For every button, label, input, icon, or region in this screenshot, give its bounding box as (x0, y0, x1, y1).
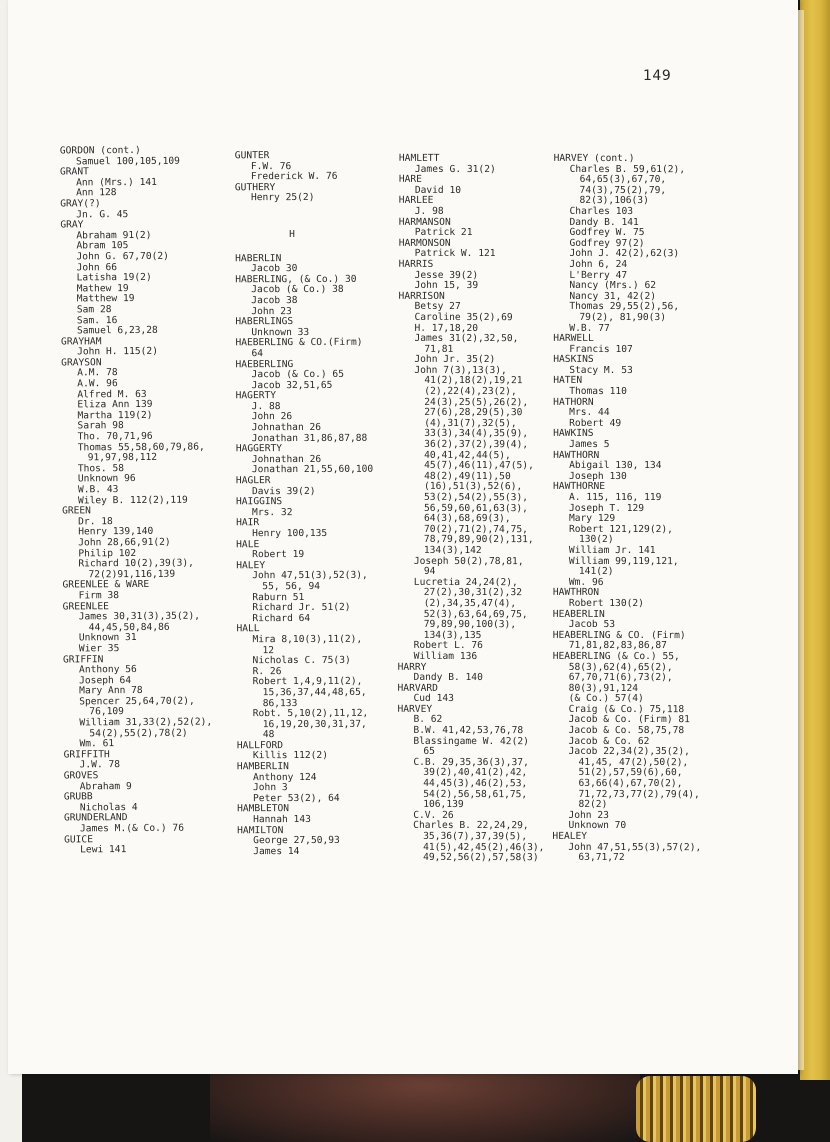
index-entry: John 66 (76, 261, 118, 273)
index-entry: Killis 112(2) (252, 750, 328, 762)
index-entry: Ann 128 (76, 187, 117, 199)
index-entry: Joseph 50(2),78,81, (413, 555, 524, 567)
index-entry: Unknown 31 (78, 632, 137, 644)
index-entry: R. 26 (252, 665, 282, 677)
index-entry: Robert 19 (252, 549, 305, 561)
index-entry: Robert 49 (569, 417, 622, 429)
index-entry: Thomas 55,58,60,79,86, (77, 441, 205, 453)
index-surname: HALLFORD (236, 739, 284, 752)
index-entry: Nicholas 4 (79, 801, 138, 814)
index-entry: Samuel 100,105,109 (75, 155, 180, 167)
index-entry: 134(3),135 (423, 629, 482, 641)
index-entry: Richard 10(2),39(3), (78, 557, 194, 570)
index-entry: Matthew 19 (76, 293, 135, 305)
index-entry: J. 98 (414, 205, 444, 217)
index-surname: HEABERLING (& Co.) 55, (552, 650, 680, 662)
index-entry: Jacob 22,34(2),35(2), (568, 746, 690, 758)
index-entry: 130(2) (578, 534, 614, 546)
index-entry: David 10 (414, 184, 462, 196)
index-entry: 52(3),63,64,69,75, (423, 608, 528, 620)
index-entry: J.W. 78 (79, 759, 121, 771)
index-column-4 (552, 154, 702, 864)
index-entry: Abraham 9 (79, 780, 132, 792)
index-surname: HATEN (553, 375, 583, 387)
index-entry: Henry 100,135 (252, 527, 328, 540)
index-entry: Charles 103 (569, 205, 634, 217)
index-surname: HAWTHORNE (553, 481, 606, 493)
index-entry: Godfrey 97(2) (569, 237, 645, 249)
index-surname: HARRISON (398, 290, 445, 302)
index-surname: HAIR (236, 517, 260, 529)
index-entry: Lewi 141 (80, 844, 127, 856)
index-entry: 64,65(3),67,70, (579, 174, 667, 186)
index-entry: Cud 143 (413, 693, 454, 705)
gold-bracelet (636, 1076, 756, 1142)
index-column-2 (235, 151, 375, 858)
index-entry: George 27,50,93 (253, 835, 340, 847)
index-entry: Robert 130(2) (568, 597, 644, 609)
index-entry: Mary 129 (568, 513, 616, 525)
index-entry: Anthony 56 (78, 664, 137, 676)
index-entry: 41(5),42,45(2),46(3), (423, 841, 545, 853)
index-entry: Mrs. 44 (569, 407, 610, 419)
index-entry: William 99,119,121, (568, 555, 679, 567)
index-surname: GROVES (63, 770, 99, 782)
index-entry: John G. 67,70(2) (76, 250, 169, 263)
index-entry: 86,133 (262, 697, 298, 709)
index-surname: HABERLINGS (235, 316, 294, 328)
index-entry: 72(2)91,116,139 (88, 568, 176, 581)
index-entry: Spencer 25,64,70(2), (79, 695, 195, 708)
index-entry: Jesse 39(2) (414, 269, 479, 281)
index-entry: Francis 107 (569, 343, 633, 355)
index-entry: Frederick W. 76 (250, 171, 338, 183)
index-entry: John 28,66,91(2) (78, 536, 171, 549)
index-entry: 65 (423, 746, 435, 758)
index-entry: Jacob & Co. 62 (568, 735, 650, 747)
index-surname: HARVARD (397, 682, 438, 694)
index-entry: 70(2),71(2),74,75, (423, 523, 528, 535)
index-entry: Charles B. 59,61(2), (569, 163, 686, 175)
index-entry: 27(2),30,31(2),32 (423, 587, 522, 599)
index-surname: HARVEY (cont.) (553, 152, 635, 165)
index-surname: HAEBERLING & CO.(Firm) (235, 337, 363, 349)
index-surname: GRAY(?) (60, 198, 101, 210)
index-entry: F.W. 76 (250, 160, 292, 172)
index-entry: Mrs. 32 (252, 506, 293, 518)
index-entry: J. 88 (251, 400, 281, 413)
index-entry: W.B. 43 (77, 484, 119, 496)
index-surname: HABERLIN (235, 252, 282, 264)
index-entry: Hannah 143 (253, 814, 311, 826)
index-entry: John 26 (251, 411, 293, 423)
index-entry: Dandy B. 141 (569, 216, 639, 228)
index-surname: GRAYHAM (60, 335, 102, 348)
index-entry: Robt. 5,10(2),11,12, (252, 707, 369, 720)
index-entry: Unknown 96 (77, 473, 136, 485)
index-surname: HALEY (236, 559, 266, 572)
index-entry: 67,70,71(6),73(2), (568, 671, 673, 684)
page-number: 149 (643, 68, 672, 84)
index-entry: 44,45,50,84,86 (88, 621, 170, 634)
index-entry: 16,19,20,30,31,37, (262, 718, 367, 730)
index-entry: Jn. G. 45 (76, 208, 129, 220)
index-entry: 80(3),91,124 (568, 682, 639, 694)
index-surname: HASKINS (553, 354, 594, 366)
index-entry: Mary Ann 78 (79, 685, 143, 697)
index-entry: H. 17,18,20 (414, 322, 479, 334)
spacer (235, 204, 372, 217)
index-entry: Johnathan 26 (251, 453, 322, 466)
index-entry: 39(2),40,41(2),42, (423, 767, 528, 779)
index-surname: HARVEY (397, 703, 433, 715)
book-cover-edge (800, 0, 830, 1080)
index-entry: Ann (Mrs.) 141 (76, 176, 157, 189)
index-entry: John 7(3),13(3), (414, 364, 507, 376)
index-entry: Dandy B. 140 (413, 671, 483, 684)
index-entry: William 136 (413, 650, 478, 662)
index-surname: GRIFFITH (63, 749, 110, 761)
index-entry: 48 (262, 729, 275, 741)
index-entry: Philip 102 (78, 547, 137, 559)
index-entry: Betsy 27 (414, 301, 461, 313)
index-entry: (2),22(4),23(2), (424, 385, 517, 398)
index-entry: A.W. 96 (77, 378, 118, 390)
index-entry: Johnathan 26 (251, 422, 322, 434)
index-entry: Jacob & Co. 58,75,78 (568, 724, 685, 737)
index-entry: B.W. 41,42,53,76,78 (413, 724, 524, 737)
index-entry: Jacob 30 (251, 263, 298, 275)
index-entry: 141(2) (578, 566, 614, 578)
index-surname: GREENLEE & WARE (62, 579, 150, 591)
index-entry: Jonathan 31,86,87,88 (251, 432, 368, 444)
index-entry: James 5 (569, 438, 610, 450)
index-surname: HAGERTY (235, 390, 277, 402)
index-entry: 41(2),18(2),19,21 (424, 375, 523, 387)
index-entry: Caroline 35(2),69 (414, 311, 513, 324)
index-entry: James 30,31(3),35(2), (78, 610, 201, 623)
index-entry: Lucretia 24,24(2), (413, 576, 518, 588)
index-entry: John 3 (252, 782, 288, 794)
index-entry: 91,97,98,112 (87, 452, 158, 464)
index-entry: Thomas 110 (569, 385, 627, 398)
index-entry: James G. 31(2) (414, 163, 496, 175)
index-entry: Jonathan 21,55,60,100 (251, 464, 374, 476)
index-entry: Samuel 6,23,28 (76, 324, 158, 337)
index-entry: Jacob (& Co.) 65 (251, 368, 344, 381)
index-surname: HARE (398, 173, 422, 186)
index-surname: HAWTHORN (553, 449, 600, 461)
index-surname: HARMANSON (398, 216, 451, 228)
index-entry: 64 (251, 348, 264, 360)
index-entry: Mathew 19 (76, 282, 129, 295)
index-entry: 51(2),57,59(6),60, (578, 767, 683, 779)
index-entry: Jacob (& Co.) 38 (251, 284, 344, 296)
index-entry: 63,71,72 (578, 852, 625, 864)
spacer (235, 217, 372, 230)
index-surname: GRAY (60, 219, 84, 231)
index-entry: Richard Jr. 51(2) (252, 601, 351, 614)
index-surname: GRUBB (63, 791, 93, 803)
index-surname: HALL (236, 623, 260, 635)
index-column-3 (397, 154, 546, 864)
index-entry: Wm. 61 (79, 738, 115, 750)
index-entry: Peter 53(2), 64 (253, 792, 340, 805)
index-entry: 45(7),46(11),47(5), (424, 460, 534, 472)
index-entry: Jacob 53 (568, 619, 616, 631)
index-surname: HAIGGINS (235, 496, 283, 508)
index-surname: GUICE (64, 833, 93, 846)
index-entry: Joseph 64 (79, 674, 132, 687)
index-entry: Robert L. 76 (413, 640, 483, 652)
index-entry: Latisha 19(2) (76, 272, 152, 284)
index-surname: GORDON (cont.) (59, 144, 141, 157)
index-entry: C.V. 26 (413, 809, 454, 821)
index-entry: 24(3),25(5),26(2), (424, 396, 529, 408)
index-entry: Sam 28 (76, 304, 112, 316)
index-surname: HAWTHRON (552, 587, 600, 599)
index-entry: Nicholas C. 75(3) (252, 654, 351, 667)
index-entry: John Jr. 35(2) (414, 354, 496, 366)
index-entry: John H. 115(2) (77, 346, 158, 358)
index-entry: 94 (423, 566, 436, 578)
index-surname: GREENLEE (62, 600, 109, 612)
index-entry: Alfred M. 63 (77, 388, 147, 401)
index-entry: B. 62 (413, 714, 443, 726)
index-entry: 82(2) (578, 799, 608, 811)
index-entry: 53(2),54(2),55(3), (424, 491, 529, 504)
index-entry: Joseph 130 (569, 470, 627, 482)
index-entry: 35,36(7),37,39(5), (423, 830, 528, 843)
index-surname: HEALEY (552, 830, 588, 842)
index-entry: Patrick W. 121 (414, 248, 496, 260)
index-entry: Henry 25(2) (250, 192, 315, 204)
index-surname: HAMBLETON (237, 803, 290, 815)
index-entry: John J. 42(2),62(3) (569, 248, 680, 260)
index-surname: HAMILTON (237, 824, 284, 836)
index-entry: 64(3),68,69(3), (423, 513, 511, 525)
index-entry: 79(2), 81,90(3) (579, 311, 666, 323)
index-surname: HABERLING, (& Co.) 30 (235, 273, 357, 285)
index-entry: 49,52,56(2),57,58(3) (423, 852, 539, 864)
index-entry: 134(3),142 (423, 544, 482, 556)
index-surname: HAEBERLING (235, 358, 294, 370)
index-entry: 71,81,82,83,86,87 (568, 640, 667, 652)
index-entry: (4),31(7),32(5), (424, 417, 517, 429)
index-surname: GRANT (59, 166, 89, 178)
index-entry: 12 (262, 644, 275, 656)
index-surname: HEABERLIN (552, 608, 605, 620)
index-entry: James M.(& Co.) 76 (79, 822, 185, 835)
index-entry: A.M. 78 (77, 367, 118, 379)
index-entry: 15,36,37,44,48,65, (262, 686, 367, 699)
index-entry: James 14 (253, 845, 300, 857)
index-entry: John 6, 24 (569, 258, 628, 270)
index-entry: Craig (& Co.) 75,118 (568, 703, 685, 715)
index-entry: Davis 39(2) (251, 485, 316, 497)
index-entry: Unknown 33 (251, 326, 310, 338)
index-entry: 76,109 (89, 706, 124, 718)
index-entry: Eliza Ann 139 (77, 399, 153, 411)
index-entry: John 47,51(3),52(3), (252, 570, 368, 582)
index-entry: William 31,33(2),52(2), (79, 716, 213, 729)
index-entry: Raburn 51 (252, 591, 305, 603)
index-entry: A. 115, 116, 119 (569, 491, 662, 504)
index-entry: Joseph T. 129 (568, 502, 645, 514)
index-entry: James 31(2),32,50, (414, 332, 519, 345)
index-entry: Thomas 29,55(2),56, (569, 301, 680, 313)
index-entry: 41,45, 47(2),50(2), (578, 756, 689, 768)
index-surname: HATHORN (553, 396, 594, 408)
index-entry: Firm 38 (78, 590, 120, 602)
index-entry: Tho. 70,71,96 (77, 430, 153, 443)
index-entry: Wier 35 (78, 643, 120, 655)
index-entry: 58(3),62(4),65(2), (568, 661, 673, 673)
index-entry: 36(2),37(2),39(4), (424, 438, 529, 451)
index-entry: Abigail 130, 134 (569, 460, 662, 472)
index-entry: (& Co.) 57(4) (568, 693, 644, 705)
index-entry: 79,89,90,100(3), (423, 618, 517, 631)
index-entry: Henry 139,140 (78, 526, 154, 538)
index-entry: Anthony 124 (252, 771, 317, 783)
index-surname: HARWELL (553, 332, 594, 345)
index-entry: 71,72,73,77(2),79(4), (578, 788, 700, 800)
index-surname: HAGLER (235, 475, 271, 487)
index-entry: (2),34,35,47(4), (423, 597, 517, 610)
index-surname: GRIFFIN (62, 653, 104, 665)
index-entry: William Jr. 141 (568, 544, 656, 557)
index-surname: GRAYSON (61, 357, 102, 369)
index-entry: 55, 56, 94 (262, 580, 321, 593)
index-entry: 78,79,89,90(2),131, (423, 534, 534, 546)
index-surname: HARRY (397, 661, 427, 673)
index-entry: C.B. 29,35,36(3),37, (413, 756, 529, 768)
section-letter: H (289, 229, 295, 241)
index-entry: 44,45(3),46(2),53, (423, 777, 528, 790)
index-entry: Abraham 91(2) (76, 229, 152, 242)
index-entry: Charles B. 22,24,29, (413, 820, 529, 832)
index-surname: HARLEE (398, 195, 434, 207)
index-entry: 54(2),55(2),78(2) (89, 727, 188, 739)
index-entry: Stacy M. 53 (569, 364, 633, 376)
index-entry: Robert 1,4,9,11(2), (252, 676, 363, 688)
index-entry: Patrick 21 (414, 227, 473, 239)
index-surname: GUNTER (234, 150, 270, 162)
index-entry: John 23 (568, 809, 609, 821)
index-surname: HAWKINS (553, 428, 594, 440)
index-entry: Godfrey W. 75 (569, 227, 645, 239)
index-entry: 82(3),106(3) (579, 195, 649, 207)
index-surname: GRUNDERLAND (63, 812, 128, 824)
index-entry: Nancy 31, 42(2) (569, 290, 657, 302)
index-entry: Wiley B. 112(2),119 (77, 494, 188, 506)
index-entry: Abram 105 (76, 240, 129, 252)
index-entry: 63,66(4),67,70(2), (578, 777, 683, 790)
index-entry: Nancy (Mrs.) 62 (569, 280, 657, 292)
index-entry: 40,41,42,44(5), (424, 449, 511, 461)
index-entry: Jacob 32,51,65 (251, 379, 333, 391)
index-entry: Sam. 16 (76, 314, 118, 326)
spacer (235, 240, 372, 253)
index-surname: HARMONSON (398, 237, 451, 249)
index-entry: John 47,51,55(3),57(2), (568, 841, 702, 853)
index-entry: 71,81 (424, 343, 454, 355)
index-entry: Martha 119(2) (77, 409, 153, 422)
index-surname: HAMBERLIN (236, 761, 289, 773)
index-entry: Wm. 96 (568, 576, 604, 588)
index-surname: HARRIS (398, 258, 434, 270)
index-column-1 (60, 146, 213, 857)
index-entry: 56,59,60,61,63(3), (423, 502, 528, 514)
index-entry: Richard 64 (252, 612, 311, 624)
index-entry: John 23 (251, 305, 292, 317)
index-entry: Unknown 70 (568, 820, 627, 832)
index-entry: 27(6),28,29(5),30 (424, 407, 523, 419)
index-entry: 48(2),49(11),50 (424, 470, 511, 482)
index-entry: Sarah 98 (77, 420, 124, 432)
index-entry: 106,139 (423, 799, 464, 811)
index-surname: HAGGERTY (235, 443, 283, 455)
index-surname: GREEN (62, 505, 91, 517)
index-entry: Blassingame W. 42(2) (413, 735, 529, 747)
index-entry: 54(2),56,58,61,75, (423, 788, 528, 800)
index-entry: John 15, 39 (414, 279, 479, 292)
index-entry: Mira 8,10(3),11(2), (252, 633, 363, 646)
index-surname: HALE (236, 538, 260, 550)
index-entry: 74(3),75(2),79, (579, 184, 667, 196)
index-surname: HAMLETT (398, 152, 440, 164)
index-entry: Thos. 58 (77, 462, 125, 475)
index-entry: L'Berry 47 (569, 269, 628, 281)
hand-holding-book (210, 1072, 640, 1142)
index-entry: 33(3),34(4),35(9), (424, 428, 529, 440)
index-entry: Jacob 38 (251, 294, 298, 307)
index-surname: HEABERLING & CO. (Firm) (552, 629, 686, 641)
index-surname: GUTHERY (234, 181, 276, 194)
index-entry: W.B. 77 (569, 322, 610, 334)
index-entry: Dr. 18 (78, 515, 113, 528)
index-entry: (16),51(3),52(6), (424, 481, 523, 493)
index-entry: Jacob & Co. (Firm) 81 (568, 714, 690, 726)
index-entry: Robert 121,129(2), (568, 523, 673, 535)
